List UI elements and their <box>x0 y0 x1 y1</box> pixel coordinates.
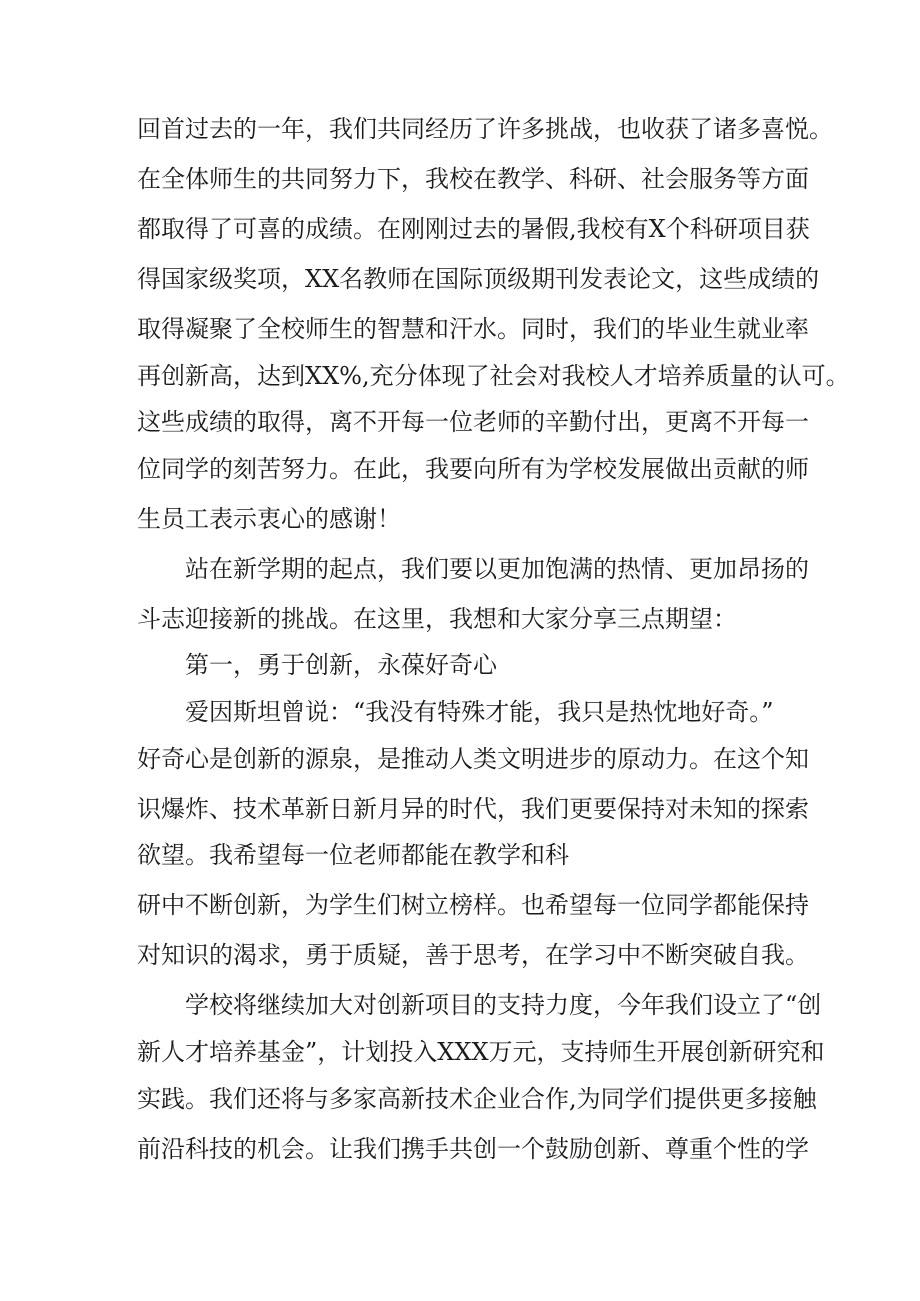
text-line: 好奇心是创新的源泉，是推动人类文明进步的原动力。在这个知 <box>137 745 809 773</box>
text-line: 前沿科技的机会。让我们携手共创一个鼓励创新、尊重个性的学 <box>137 1135 809 1163</box>
text-line: 站在新学期的起点，我们要以更加饱满的热情、更加昂扬的 <box>185 555 809 583</box>
text-line: 取得凝聚了全校师生的智慧和汗水。同时，我们的毕业生就业率 <box>137 315 809 343</box>
text-line: 这些成绩的取得，离不开每一位老师的辛勤付出，更离不开每一 <box>137 408 809 436</box>
text-line: 都取得了可喜的成绩。在刚刚过去的暑假,我校有X个科研项目获 <box>137 215 810 243</box>
text-line: 研中不断创新，为学生们树立榜样。也希望每一位同学都能保持 <box>137 891 809 919</box>
text-line: 生员工表示衷心的感谢！ <box>137 505 401 533</box>
text-line: 回首过去的一年，我们共同经历了许多挑战，也收获了诸多喜悦。 <box>137 115 833 143</box>
text-line: 得国家级奖项，XX名教师在国际顶级期刊发表论文，这些成绩的 <box>137 265 820 293</box>
text-line: 学校将继续加大对创新项目的支持力度，今年我们设立了“创 <box>185 991 822 1019</box>
text-line: 再创新高，达到XX%,充分体现了社会对我校人才培养质量的认可。 <box>137 362 850 390</box>
text-line: 实践。我们还将与多家高新技术企业合作,为同学们提供更多接触 <box>137 1085 817 1113</box>
text-line: 对知识的渴求，勇于质疑，善于思考，在学习中不断突破自我。 <box>137 941 809 969</box>
text-line: 识爆炸、技术革新日新月异的时代，我们更要保持对未知的探索 <box>137 795 809 823</box>
text-line: 斗志迎接新的挑战。在这里，我想和大家分享三点期望： <box>137 605 737 633</box>
text-line: 位同学的刻苦努力。在此，我要向所有为学校发展做出贡献的师 <box>137 455 809 483</box>
text-line: 爱因斯坦曾说：“我没有特殊才能，我只是热忱地好奇。” <box>185 698 774 726</box>
text-line: 新人才培养基金”，计划投入XXX万元，支持师生开展创新研究和 <box>137 1038 825 1066</box>
text-line: 在全体师生的共同努力下，我校在教学、科研、社会服务等方面 <box>137 165 809 193</box>
text-line: 欲望。我希望每一位老师都能在教学和科 <box>137 841 569 869</box>
section-heading: 第一，勇于创新，永葆好奇心 <box>185 651 497 679</box>
